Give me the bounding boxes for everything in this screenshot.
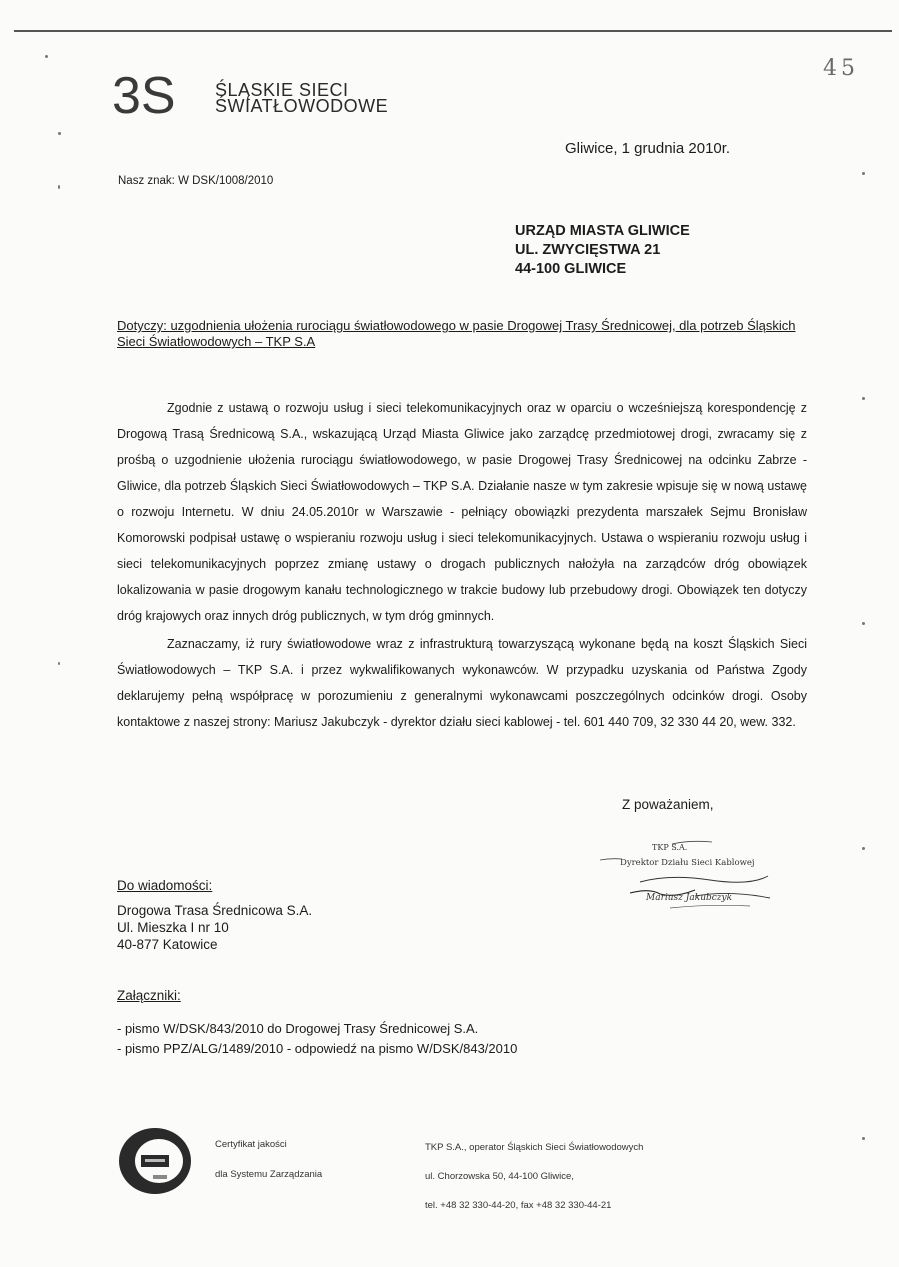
cc-line-1: Drogowa Trasa Średnicowa S.A. (117, 903, 313, 918)
attachment-item: - pismo PPZ/ALG/1489/2010 - odpowiedź na pismo W/DSK/843/2010 (117, 1041, 518, 1056)
page-number: 45 (823, 56, 859, 81)
attachments-list (117, 1019, 517, 1059)
company-logo-mark: 3S (112, 67, 176, 125)
letter-body (117, 395, 807, 735)
scan-speck (58, 132, 61, 135)
scan-speck (862, 397, 865, 400)
certificate-text (215, 1130, 322, 1190)
cc-line-3: 40-877 Katowice (117, 937, 218, 952)
recipient-line-2: UL. ZWYCIĘSTWA 21 (515, 242, 661, 258)
company-footer (425, 1133, 643, 1220)
footer-line-3: tel. +48 32 330-44-20, fax +48 32 330-44-21 (425, 1200, 612, 1211)
scan-speck (58, 185, 60, 189)
attachment-item: - pismo W/DSK/843/2010 do Drogowej Trasy Średnicowej S.A. (117, 1021, 479, 1036)
recipient-address (515, 222, 690, 279)
stamp-title: Dyrektor Działu Sieci Kablowej (620, 858, 755, 868)
certification-logo (115, 1125, 197, 1197)
recipient-line-3: 44-100 GLIWICE (515, 261, 627, 277)
scan-speck (862, 172, 865, 175)
stamp-company: TKP S.A. (652, 843, 688, 852)
cc-address (117, 902, 312, 953)
closing-salutation: Z poważaniem, (622, 797, 714, 812)
certificate-line-1: Certyfikat jakości (215, 1139, 287, 1150)
scan-speck (862, 622, 865, 625)
recipient-line-1: URZĄD MIASTA GLIWICE (515, 223, 690, 239)
signature-stamp (600, 838, 800, 913)
scan-speck (862, 1137, 865, 1140)
scan-top-border (14, 30, 892, 32)
place-and-date: Gliwice, 1 grudnia 2010r. (565, 140, 731, 157)
logo-line-2: ŚWIATŁOWODOWE (215, 96, 389, 116)
scan-speck (58, 662, 60, 665)
cc-heading: Do wiadomości: (117, 878, 213, 893)
company-logo-text (215, 82, 388, 114)
footer-line-2: ul. Chorzowska 50, 44-100 Gliwice, (425, 1171, 574, 1182)
certificate-line-2: dla Systemu Zarządzania (215, 1169, 323, 1180)
subject-line: Dotyczy: uzgodnienia ułożenia rurociągu światłowodowego w pasie Drogowej Trasy Średnicowej, dla potrzeb Śląskich Sieci Światłowodowych – TKP S.A (117, 318, 796, 349)
reference-number: Nasz znak: W DSK/1008/2010 (118, 175, 274, 187)
scan-speck (45, 55, 48, 58)
stamp-name: Mariusz Jakubczyk (646, 893, 733, 903)
cc-line-2: Ul. Mieszka I nr 10 (117, 920, 229, 935)
body-paragraph-2: Zaznaczamy, iż rury światłowodowe wraz z infrastrukturą towarzyszącą wykonane będą na koszt Śląskich Sieci Światłowodowych – TKP S.A. i przez wykwalifikowanych wykonawców. W przypadku uzyskania od Państwa Zgody deklarujemy pełną współpracę w porozumieniu z generalnymi wykonawcami poszczególnych odcinków drogi. Osoby kontaktowe z naszej strony: Mariusz Jakubczyk - dyrektor działu sieci kablowej - tel. 601 440 709, 32 330 44 20, wew. 332. (117, 637, 807, 729)
logo-line-1: ŚLĄSKIE SIECI (215, 80, 349, 100)
scan-speck (862, 847, 865, 850)
body-paragraph-1: Zgodnie z ustawą o rozwoju usług i sieci telekomunikacyjnych oraz w oparciu o wcześniejszą korespondencję z Drogową Trasą Średnicową S.A., wskazującą Urząd Miasta Gliwice jako zarządcę przedmiotowej drogi, zwracamy się z prośbą o uzgodnienie ułożenia rurociągu światłowodowego, w pasie Drogowej Trasy Średnicowej na odcinku Zabrze - Gliwice, dla potrzeb Śląskich Sieci Światłowodowych – TKP S.A. Działanie nasze w tym zakresie wpisuje się w nową ustawę o rozwoju Internetu. W dniu 24.05.2010r w Warszawie - pełniący obowiązki prezydenta marszałek Sejmu Bronisław Komorowski podpisał ustawę o wspieraniu rozwoju usług i sieci telekomunikacyjnych. Ustawa o wspieraniu rozwoju usług i sieci telekomunikacyjnych poprzez zmianę ustawy o drogach publicznych nałożyła na zarządców dróg obowiązek lokalizowania w pasie drogowym kanału technologicznego w trakcie budowy lub przebudowy drogi. Obowiązek ten dotyczy dróg krajowych oraz innych dróg publicznych, w tym dróg gminnych. (117, 401, 807, 623)
attachments-heading: Załączniki: (117, 988, 181, 1003)
footer-line-1: TKP S.A., operator Śląskich Sieci Światłowodowych (425, 1142, 644, 1153)
